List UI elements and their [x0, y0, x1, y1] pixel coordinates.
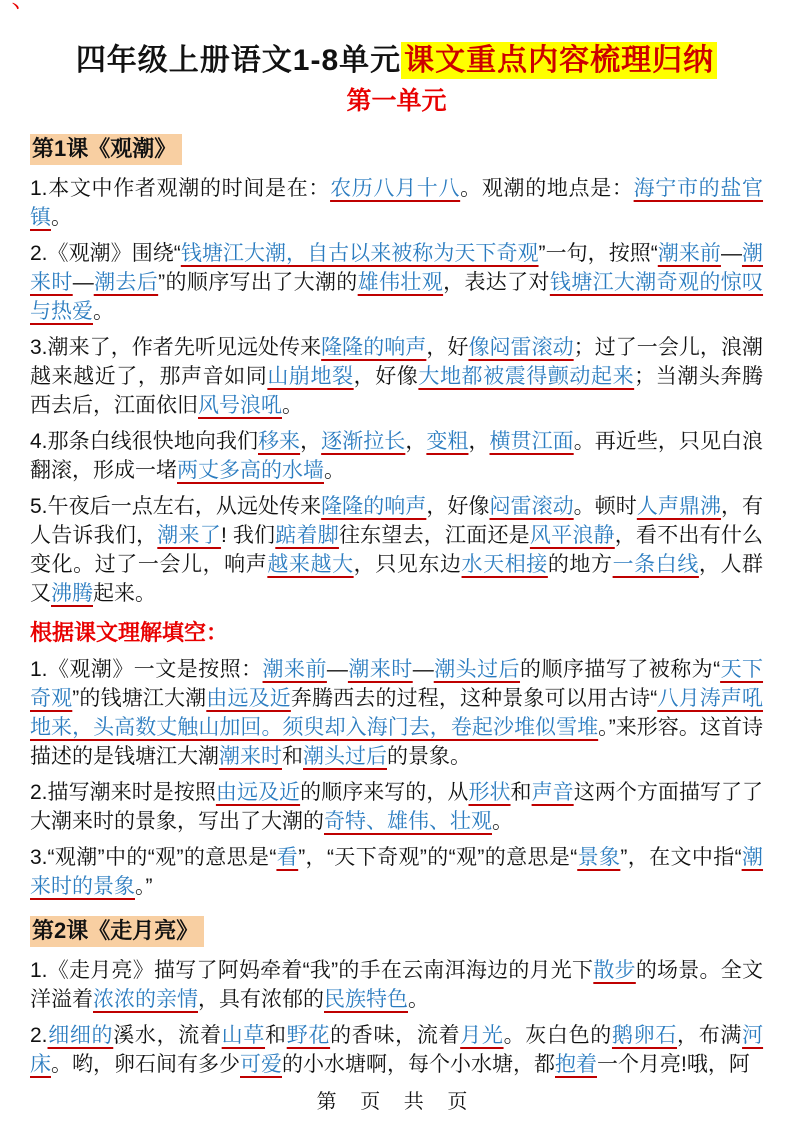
text-run: ；过了一会儿，浪潮越来越近了，那声音如同	[30, 336, 764, 388]
text-run: 的景象。	[387, 745, 471, 768]
text-run: 和	[265, 1024, 287, 1047]
text-run: 和	[510, 781, 532, 804]
text-run: 。	[408, 988, 429, 1011]
text-run: 1.《走月亮》描写了阿妈牵着“我”的手在云南洱海边的月光下	[30, 959, 594, 982]
text-run: 2.《观潮》围绕“	[30, 242, 181, 265]
text-run: 。观潮的地点是：	[460, 177, 634, 200]
text-run: ，具有浓郁的	[198, 988, 324, 1011]
text-run: ”的顺序写出了大潮的	[158, 271, 358, 294]
text-run: —	[72, 271, 94, 294]
answer-blank: 人声鼎沸	[636, 495, 721, 518]
text-run: 。哟，卵石间有多少	[51, 1053, 240, 1076]
page-title	[30, 40, 763, 82]
text-run: ，表达了对	[443, 271, 550, 294]
answer-blank: 鹅卵石	[611, 1024, 678, 1047]
text-run: ”的钱塘江大潮	[72, 687, 207, 710]
text-run: 3.潮来了，作者先听见远处传来	[30, 336, 322, 359]
text-run: ”一句，按照“	[538, 242, 658, 265]
text-run: 2.	[30, 1024, 48, 1047]
answer-blank: 天下奇观	[30, 658, 764, 710]
text-run: 。再近些，只见白浪翻滚，形成一堵	[30, 430, 764, 482]
text-run: ，	[300, 430, 322, 453]
answer-blank: 潮来前	[262, 658, 327, 681]
text-run: 的顺序描写了被称为“	[520, 658, 721, 681]
answer-blank: 潮来时	[30, 242, 763, 294]
answer-blank: 潮来了	[157, 524, 221, 547]
answer-blank: 钱塘江大潮奇观的惊叹与热爱	[30, 271, 764, 323]
text-run: 3.“观潮”中的“观”的意思是“	[30, 846, 277, 869]
paragraph	[30, 174, 763, 232]
text-run: 一个月亮!哦，阿	[597, 1053, 750, 1076]
answer-blank: 踮着脚	[275, 524, 339, 547]
text-run: 和	[282, 745, 303, 768]
answer-blank: 大地都被震得颤动起来	[418, 365, 635, 388]
text-run: 的小水塘啊，每个小水塘，都	[282, 1053, 555, 1076]
paragraph	[30, 655, 763, 771]
answer-blank: 潮来前	[657, 242, 721, 265]
text-run: ! 我们	[220, 524, 276, 547]
answer-blank: 水天相接	[461, 553, 548, 576]
text-run: ，	[405, 430, 427, 453]
answer-blank: 景象	[577, 846, 621, 869]
section-subheader: 根据课文理解填空：	[30, 620, 229, 645]
text-run: 往东望去，江面还是	[338, 524, 530, 547]
answer-blank: 形状	[468, 781, 511, 804]
answer-blank: 像闷雷滚动	[468, 336, 574, 359]
answer-blank: 两丈多高的水墙	[177, 459, 324, 482]
text-run: —	[720, 242, 742, 265]
text-run: —	[326, 658, 348, 681]
paragraph	[30, 956, 763, 1014]
text-run: 4.那条白线很快地向我们	[30, 430, 258, 453]
answer-blank: 闷雷滚动	[489, 495, 574, 518]
answer-blank: 八月涛声吼地来，头高数丈触山加回。须臾却入海门去，卷起沙堆似雪堆	[30, 687, 764, 739]
answer-blank: 浓浓的亲情	[93, 988, 198, 1011]
answer-blank: 潮去后	[93, 271, 159, 294]
answer-blank: 河床	[30, 1024, 764, 1076]
answer-blank: 越来越大	[267, 553, 354, 576]
answer-blank: 可爱	[240, 1053, 282, 1076]
text-run: ，	[468, 430, 490, 453]
text-run: 这两个方面描写了了大潮来时的景象，写出了大潮的	[30, 781, 764, 833]
paragraph	[30, 843, 763, 901]
paragraph	[30, 427, 763, 485]
answer-blank: 变粗	[426, 430, 469, 453]
text-run: ，有人告诉我们，	[30, 495, 764, 547]
answer-blank: 逐渐拉长	[321, 430, 406, 453]
answer-blank: 一条白线	[612, 553, 699, 576]
title-highlight: 课文重点内容梳理归纳	[401, 42, 717, 79]
answer-blank: 潮头过后	[433, 658, 521, 681]
answer-blank: 雄伟壮观	[357, 271, 444, 294]
text-run: 。”	[135, 875, 153, 898]
text-run: 。	[51, 206, 72, 229]
text-run: 。	[492, 810, 513, 833]
text-run: 起来。	[93, 582, 156, 605]
answer-blank: 细细的	[47, 1024, 114, 1047]
answer-blank: 潮头过后	[303, 745, 387, 768]
text-run: 。灰白色的	[503, 1024, 612, 1047]
page-footer: 第 页 共 页	[316, 1091, 477, 1113]
answer-blank: 潮来时的景象	[30, 846, 764, 898]
answer-blank: 风平浪静	[529, 524, 615, 547]
text-run: ，只见东边	[353, 553, 462, 576]
answer-blank: 山崩地裂	[267, 365, 354, 388]
lesson-header: 第1课《观潮》	[30, 134, 182, 165]
text-run: 的地方	[547, 553, 613, 576]
paragraph	[30, 492, 763, 608]
answer-blank: 野花	[286, 1024, 331, 1047]
answer-blank: 散步	[593, 959, 636, 982]
answer-blank: 海宁市的盐官镇	[30, 177, 764, 229]
paragraph	[30, 778, 763, 836]
text-run: 。顿时	[573, 495, 637, 518]
text-run: 的香味，流着	[330, 1024, 461, 1047]
text-run: ，好	[426, 336, 469, 359]
answer-blank: 移来	[258, 430, 301, 453]
answer-blank: 月光	[460, 1024, 504, 1047]
text-run: 溪水，流着	[113, 1024, 222, 1047]
answer-blank: 隆隆的响声	[321, 495, 427, 518]
answer-blank: 风号浪吼	[198, 394, 282, 417]
document-body	[30, 126, 763, 1079]
paragraph	[30, 1021, 763, 1079]
answer-blank: 潮来时	[347, 658, 413, 681]
text-run: ，看不出有什么变化。过了一会儿，响声	[30, 524, 764, 576]
answer-blank: 钱塘江大潮，自古以来被称为天下奇观	[180, 242, 539, 265]
text-run: 奔腾西去的过程，这种景象可以用古诗“	[290, 687, 658, 710]
answer-blank: 隆隆的响声	[321, 336, 427, 359]
answer-blank: 潮来时	[219, 745, 282, 768]
text-run: ，人群又	[30, 553, 764, 605]
answer-blank: 横贯江面	[489, 430, 574, 453]
text-run: 。	[93, 300, 114, 323]
answer-blank: 沸腾	[51, 582, 93, 605]
title-plain-text: 四年级上册语文1-8单元	[75, 44, 402, 77]
answer-blank: 看	[276, 846, 299, 869]
answer-blank: 奇特、雄伟、壮观	[324, 810, 492, 833]
lesson-header-row	[30, 908, 763, 949]
text-run: 5.午夜后一点左右，从远处传来	[30, 495, 322, 518]
text-run: ”，在文中指“	[620, 846, 742, 869]
text-run: 2.描写潮来时是按照	[30, 781, 216, 804]
text-run: ，布满	[677, 1024, 743, 1047]
answer-blank: 由远及近	[206, 687, 291, 710]
text-run: 的场景。全文洋溢着	[30, 959, 764, 1011]
text-run: ；当潮头奔腾西去后，江面依旧	[30, 365, 764, 417]
text-run: 。”来形容。这首诗描述的是钱塘江大潮	[30, 716, 763, 768]
text-run: 。	[324, 459, 345, 482]
unit-subtitle: 第一单元	[346, 87, 447, 115]
answer-blank: 抱着	[555, 1053, 597, 1076]
text-run: ，好像	[353, 365, 419, 388]
answer-blank: 由远及近	[215, 781, 301, 804]
text-run: 。	[282, 394, 303, 417]
text-run: ”，“天下奇观”的“观”的意思是“	[298, 846, 578, 869]
text-run: 的顺序来写的，从	[300, 781, 469, 804]
lesson-header-row	[30, 126, 763, 167]
answer-blank: 民族特色	[324, 988, 408, 1011]
answer-blank: 山草	[221, 1024, 266, 1047]
lesson-header: 第2课《走月亮》	[30, 916, 204, 947]
answer-blank: 农历八月十八	[330, 177, 461, 200]
paragraph	[30, 239, 763, 326]
answer-blank: 声音	[531, 781, 574, 804]
corner-mark-icon: 丶	[8, 0, 24, 16]
text-run: ，好像	[426, 495, 490, 518]
text-run: 1.《观潮》一文是按照：	[30, 658, 263, 681]
text-run: 1.本文中作者观潮的时间是在：	[30, 177, 331, 200]
text-run: —	[412, 658, 434, 681]
paragraph	[30, 333, 763, 420]
